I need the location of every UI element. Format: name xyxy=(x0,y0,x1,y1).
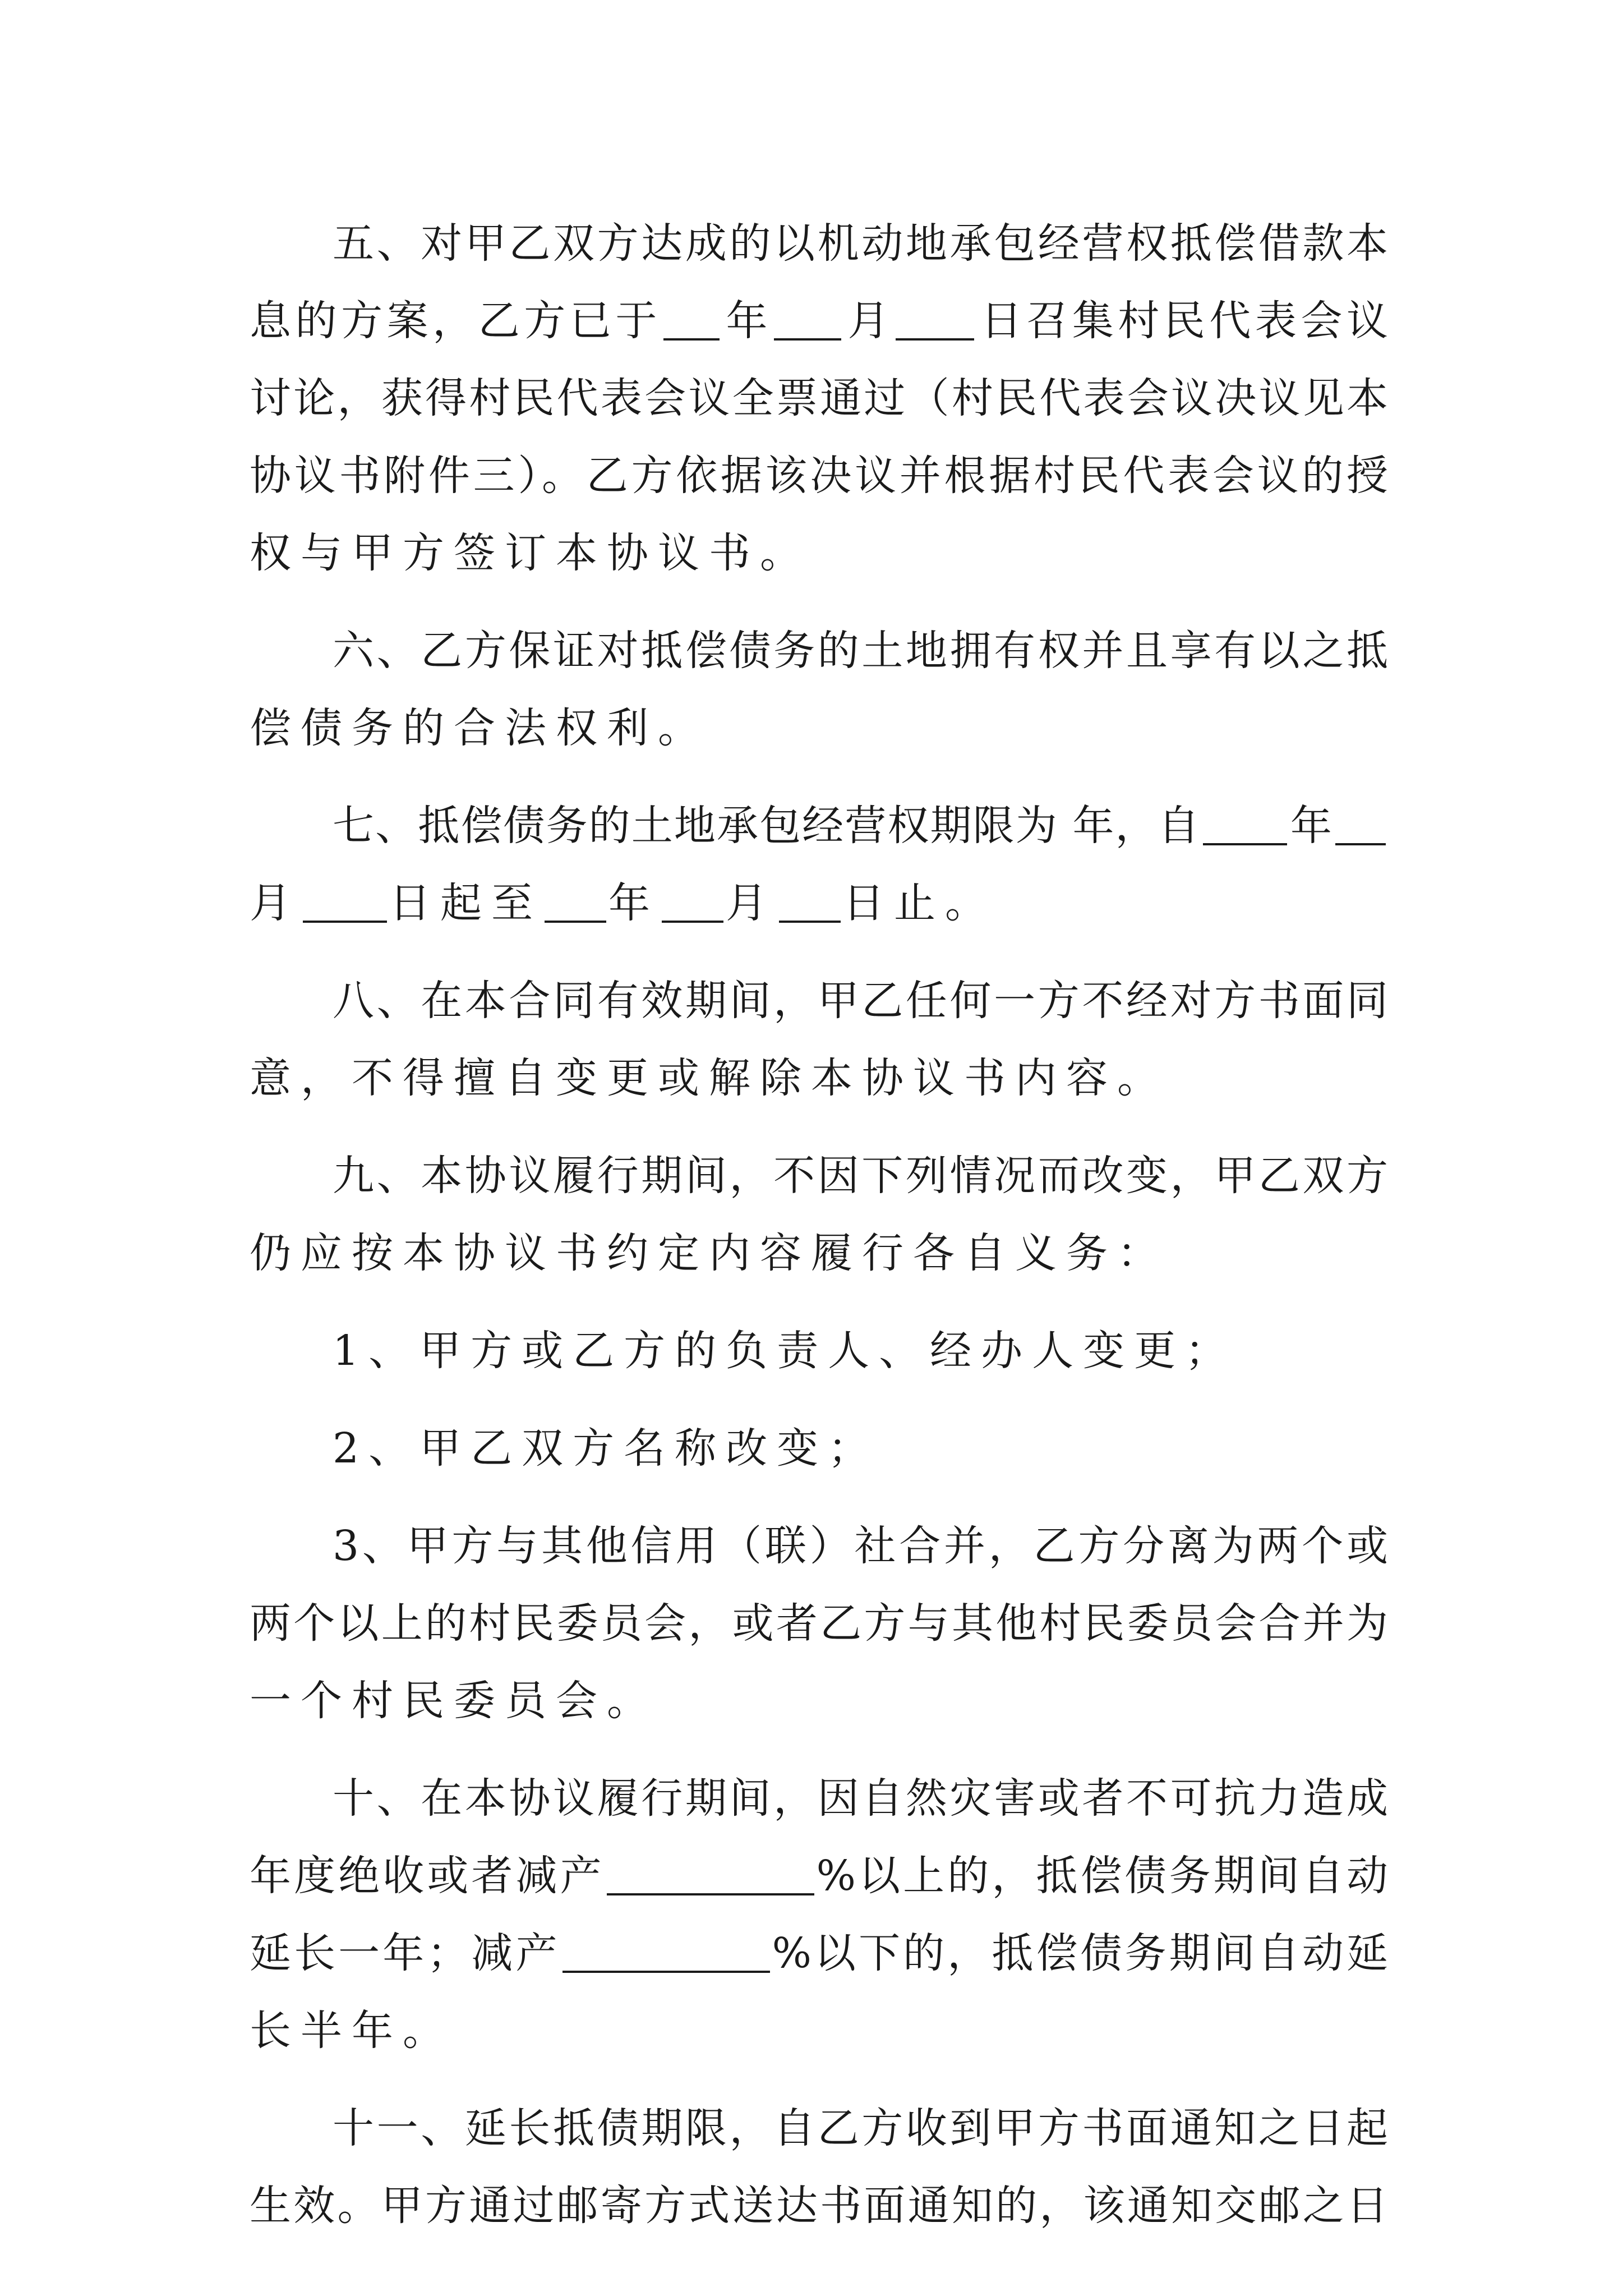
text-segment: 月 xyxy=(843,297,894,345)
text-line: 六、乙方保证对抵偿债务的土地拥有权并且享有以之抵 xyxy=(333,627,1388,675)
text-segment: 日止。 xyxy=(843,879,996,927)
text-line: 一个村民委员会。 xyxy=(250,1677,658,1725)
text-line xyxy=(250,864,1388,942)
paragraph-item-2 xyxy=(250,1410,1388,1487)
text-line: 意，不得擅自变更或解除本协议书内容。 xyxy=(250,1054,1168,1102)
fill-blank[interactable] xyxy=(662,879,723,923)
text-line: 十一、延长抵债期限，自乙方收到甲方书面通知之日起 xyxy=(333,2104,1388,2152)
text-line: 2、甲乙双方名称改变； xyxy=(333,1424,879,1473)
text-segment: 年 xyxy=(721,297,772,345)
fill-blank[interactable] xyxy=(1203,802,1287,845)
paragraph-clause-11 xyxy=(250,2090,1388,2244)
fill-blank[interactable] xyxy=(545,879,606,923)
text-line: 生效。甲方通过邮寄方式送达书面通知的，该通知交邮之日 xyxy=(250,2182,1388,2230)
document-page xyxy=(250,205,1388,2244)
text-line: 九、本协议履行期间，不因下列情况而改变，甲乙双方 xyxy=(333,1152,1388,1200)
text-line: 权与甲方签订本协议书。 xyxy=(250,529,811,577)
paragraph-clause-8 xyxy=(250,962,1388,1117)
fill-blank[interactable] xyxy=(663,297,720,341)
paragraph-clause-6 xyxy=(250,612,1388,767)
text-line xyxy=(250,282,1388,360)
text-segment: 延长一年；减产 xyxy=(250,1929,560,1977)
text-segment: 七、抵偿债务的土地承包经营权期限为 年，自 xyxy=(333,802,1201,850)
text-line: 两个以上的村民委员会，或者乙方与其他村民委员会合并为 xyxy=(250,1599,1388,1648)
paragraph-clause-7 xyxy=(250,787,1388,942)
text-segment: 息的方案，乙方已于 xyxy=(250,297,661,345)
paragraph-clause-10 xyxy=(250,1760,1388,2069)
text-segment: 日起至 xyxy=(389,879,542,927)
text-segment: 年 xyxy=(1289,802,1333,850)
paragraph-item-3 xyxy=(250,1507,1388,1740)
fill-blank[interactable] xyxy=(774,297,841,341)
paragraph-clause-5 xyxy=(250,205,1388,592)
fill-blank[interactable] xyxy=(1335,802,1386,845)
paragraph-item-1 xyxy=(250,1312,1388,1389)
text-line: 长半年。 xyxy=(250,2007,454,2055)
fill-blank[interactable] xyxy=(607,1852,814,1895)
text-line: 十、在本协议履行期间，因自然灾害或者不可抗力造成 xyxy=(333,1774,1388,1823)
text-line: 八、在本合同有效期间，甲乙任何一方不经对方书面同 xyxy=(333,977,1388,1025)
text-line xyxy=(250,1915,1388,1992)
text-segment: %以下的，抵偿债务期间自动延 xyxy=(772,1929,1388,1977)
text-segment: 日召集村民代表会议 xyxy=(976,297,1389,345)
text-line: 协议书附件三）。乙方依据该决议并根据村民代表会议的授 xyxy=(250,452,1388,500)
text-segment: 年 xyxy=(608,879,660,927)
text-line: 1、甲方或乙方的负责人、经办人变更； xyxy=(333,1327,1237,1375)
text-line xyxy=(250,1837,1388,1915)
text-line: 3、甲方与其他信用（联）社合并，乙方分离为两个或 xyxy=(333,1522,1388,1570)
text-line xyxy=(250,787,1388,864)
fill-blank[interactable] xyxy=(896,297,974,341)
fill-blank[interactable] xyxy=(303,879,387,923)
text-line: 偿债务的合法权利。 xyxy=(250,704,709,752)
text-line: 仍应按本协议书约定内容履行各自义务： xyxy=(250,1229,1168,1277)
text-segment: 年度绝收或者减产 xyxy=(250,1852,605,1900)
paragraph-clause-9 xyxy=(250,1137,1388,1292)
text-segment: 月 xyxy=(726,879,777,927)
fill-blank[interactable] xyxy=(779,879,841,923)
text-segment: %以上的，抵偿债务期间自动 xyxy=(816,1852,1388,1900)
text-line: 五、对甲乙双方达成的以机动地承包经营权抵偿借款本 xyxy=(333,219,1388,268)
text-line: 讨论，获得村民代表会议全票通过（村民代表会议决议见本 xyxy=(250,374,1388,422)
text-segment: 月 xyxy=(250,879,301,927)
fill-blank[interactable] xyxy=(562,1929,770,1973)
